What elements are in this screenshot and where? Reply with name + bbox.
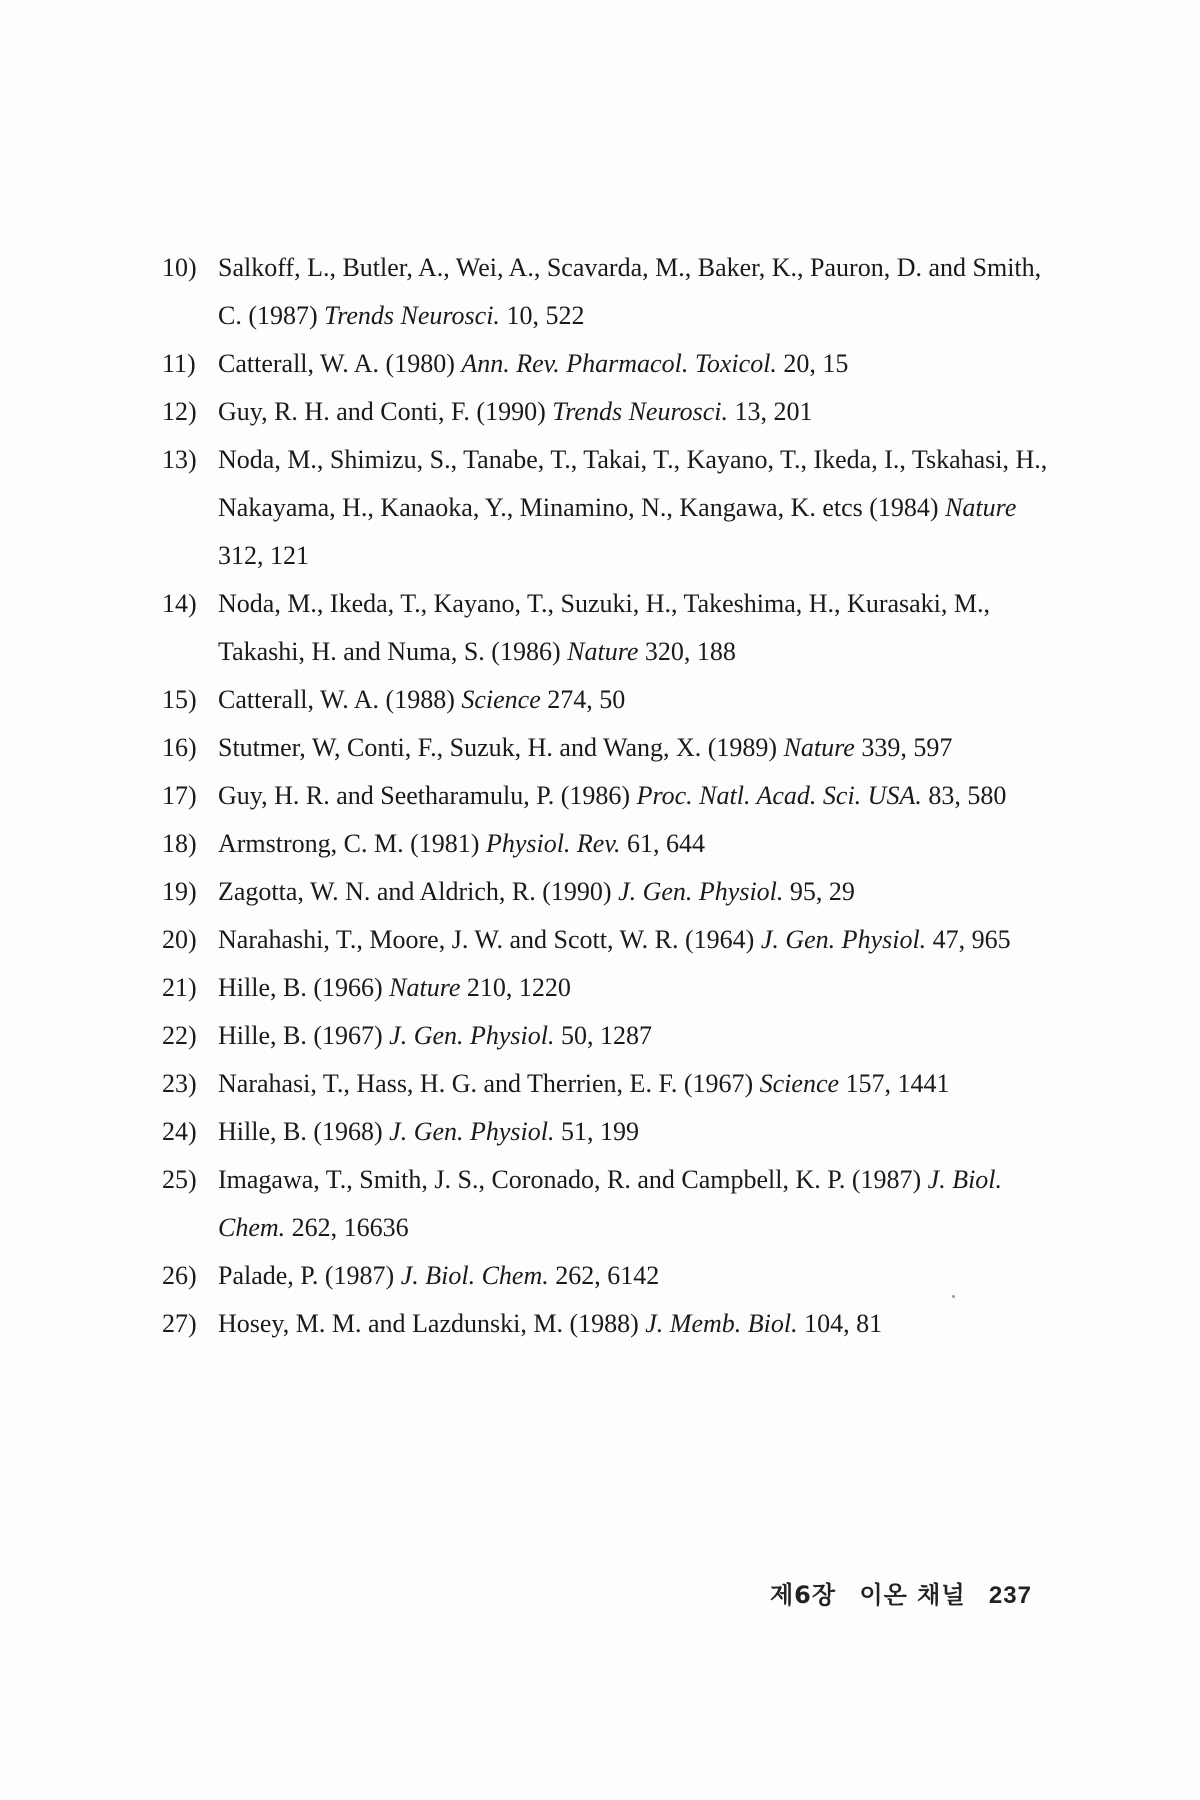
reference-volume: 51, 199	[554, 1117, 639, 1146]
reference-authors: Palade, P. (1987)	[218, 1261, 401, 1290]
reference-number: 27)	[162, 1309, 197, 1338]
reference-item	[162, 580, 1062, 676]
reference-item	[162, 1012, 1062, 1060]
reference-volume: 104, 81	[797, 1309, 883, 1338]
reference-journal: Proc. Natl. Acad. Sci. USA.	[636, 781, 922, 810]
reference-volume: 274, 50	[540, 685, 626, 714]
reference-journal: Trends Neurosci.	[552, 397, 728, 426]
reference-number: 23)	[162, 1069, 197, 1098]
reference-volume: 320, 188	[638, 637, 736, 666]
reference-volume: 262, 16636	[285, 1213, 409, 1242]
reference-volume: 50, 1287	[554, 1021, 652, 1050]
reference-authors: Hille, B. (1967)	[218, 1021, 390, 1050]
reference-number: 18)	[162, 829, 197, 858]
reference-authors: Salkoff, L., Butler, A., Wei, A., Scavarda, M., Baker, K., Pauron, D. and Smith, C. (1987)	[218, 253, 1042, 330]
reference-volume: 95, 29	[783, 877, 855, 906]
page-footer	[770, 1575, 1032, 1610]
reference-authors: Hosey, M. M. and Lazdunski, M. (1988)	[218, 1309, 646, 1338]
chapter-label: 제6장	[770, 1581, 837, 1609]
reference-authors: Narahashi, T., Moore, J. W. and Scott, W. R. (1964)	[218, 925, 761, 954]
reference-authors: Guy, R. H. and Conti, F. (1990)	[218, 397, 553, 426]
reference-item	[162, 244, 1062, 340]
reference-number: 14)	[162, 589, 197, 618]
reference-authors: Noda, M., Shimizu, S., Tanabe, T., Takai, T., Kayano, T., Ikeda, I., Tskahasi, H., Nakayama, H., Kanaoka, Y., Minamino, N., Kangawa, K. etcs (1984)	[218, 445, 1048, 522]
reference-number: 15)	[162, 685, 197, 714]
reference-journal: Physiol. Rev.	[485, 829, 621, 858]
reference-journal: Nature	[389, 973, 461, 1002]
reference-number: 24)	[162, 1117, 197, 1146]
reference-journal: Nature	[567, 637, 639, 666]
reference-volume: 262, 6142	[548, 1261, 660, 1290]
reference-number: 26)	[162, 1261, 197, 1290]
reference-number: 17)	[162, 781, 197, 810]
reference-journal: Science	[461, 685, 541, 714]
reference-journal: Nature	[945, 493, 1017, 522]
reference-item	[162, 1156, 1062, 1252]
chapter-title: 이온 채널	[859, 1581, 966, 1609]
reference-journal: J. Biol. Chem.	[400, 1261, 549, 1290]
reference-item	[162, 772, 1062, 820]
reference-list	[162, 244, 1062, 1348]
reference-item	[162, 340, 1062, 388]
reference-authors: Imagawa, T., Smith, J. S., Coronado, R. and Campbell, K. P. (1987)	[218, 1165, 928, 1194]
reference-item	[162, 1060, 1062, 1108]
reference-volume: 312, 121	[218, 541, 309, 570]
page-number: 237	[988, 1582, 1032, 1609]
reference-volume: 210, 1220	[460, 973, 571, 1002]
reference-number: 20)	[162, 925, 197, 954]
reference-item	[162, 676, 1062, 724]
reference-authors: Armstrong, C. M. (1981)	[218, 829, 486, 858]
reference-journal: J. Gen. Physiol.	[389, 1021, 555, 1050]
reference-number: 19)	[162, 877, 197, 906]
reference-journal: Trends Neurosci.	[324, 301, 500, 330]
reference-volume: 47, 965	[926, 925, 1011, 954]
reference-journal: Science	[759, 1069, 840, 1098]
scan-speck	[952, 1295, 955, 1298]
reference-item	[162, 1108, 1062, 1156]
reference-volume: 10, 522	[499, 301, 585, 330]
reference-authors: Narahasi, T., Hass, H. G. and Therrien, E. F. (1967)	[218, 1069, 760, 1098]
reference-authors: Guy, H. R. and Seetharamulu, P. (1986)	[218, 781, 637, 810]
reference-number: 16)	[162, 733, 197, 762]
reference-number: 13)	[162, 445, 197, 474]
reference-journal: Ann. Rev. Pharmacol. Toxicol.	[461, 349, 777, 378]
reference-volume: 157, 1441	[839, 1069, 950, 1098]
reference-number: 22)	[162, 1021, 197, 1050]
reference-journal: J. Gen. Physiol.	[389, 1117, 555, 1146]
reference-journal: J. Gen. Physiol.	[760, 925, 927, 954]
reference-authors: Catterall, W. A. (1988)	[218, 685, 462, 714]
reference-item	[162, 388, 1062, 436]
reference-number: 12)	[162, 397, 197, 426]
reference-authors: Zagotta, W. N. and Aldrich, R. (1990)	[218, 877, 619, 906]
reference-volume: 83, 580	[921, 781, 1007, 810]
reference-number: 11)	[162, 349, 196, 378]
reference-journal: J. Gen. Physiol.	[618, 877, 784, 906]
reference-item	[162, 964, 1062, 1012]
reference-item	[162, 868, 1062, 916]
reference-number: 21)	[162, 973, 197, 1002]
reference-authors: Stutmer, W, Conti, F., Suzuk, H. and Wang, X. (1989)	[218, 733, 784, 762]
reference-volume: 20, 15	[776, 349, 849, 378]
reference-item	[162, 436, 1062, 580]
reference-authors: Hille, B. (1966)	[218, 973, 390, 1002]
reference-number: 25)	[162, 1165, 197, 1194]
reference-item	[162, 1252, 1062, 1300]
reference-journal: J. Memb. Biol.	[645, 1309, 798, 1338]
reference-volume: 13, 201	[728, 397, 813, 426]
reference-item	[162, 820, 1062, 868]
reference-volume: 61, 644	[620, 829, 705, 858]
reference-item	[162, 1300, 1062, 1348]
reference-item	[162, 916, 1062, 964]
reference-journal: Nature	[783, 733, 855, 762]
reference-number: 10)	[162, 253, 197, 282]
reference-authors: Noda, M., Ikeda, T., Kayano, T., Suzuki, H., Takeshima, H., Kurasaki, M., Takashi, H. and Numa, S. (1986)	[218, 589, 991, 666]
reference-journal: J. Biol. Chem.	[218, 1165, 1003, 1242]
reference-authors: Catterall, W. A. (1980)	[218, 349, 462, 378]
reference-authors: Hille, B. (1968)	[218, 1117, 390, 1146]
reference-item	[162, 724, 1062, 772]
reference-volume: 339, 597	[854, 733, 953, 762]
